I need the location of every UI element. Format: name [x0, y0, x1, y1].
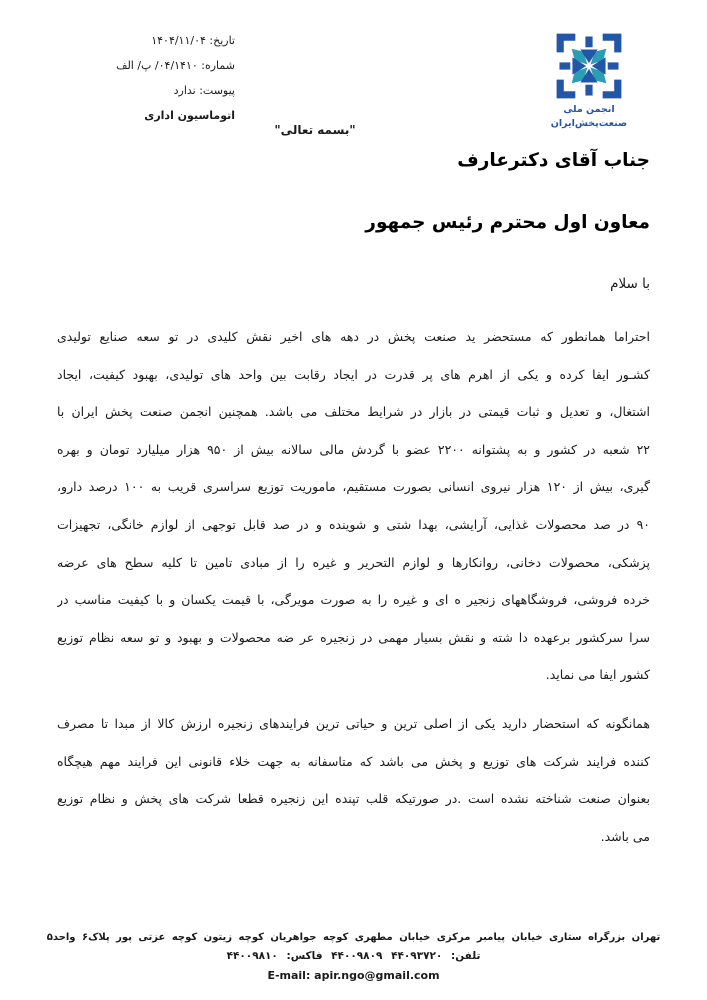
besmellah-text: "بسمه تعالی": [274, 123, 356, 137]
greeting-text: با سلام: [610, 276, 650, 292]
body-paragraph-1: [57, 318, 650, 694]
association-logo: [543, 30, 635, 129]
body-line: سرا سرکشور برعهده دا شته و نقش بسیار مهمی در زنجیره عر ضه محصولات و بهبود و تو سعه نظام توزیع: [57, 629, 650, 645]
body-line: ۹۰ در صد محصولات غذایی، آرایشی، بهدا شتی و شوینده و در صد قابل توجهی از لوازم خانگی، تجهیزات: [57, 516, 650, 532]
footer-phone-fax: تلفن: ۴۴۰۹۳۷۲۰ ۴۴۰۰۹۸۰۹ فاکس: ۴۴۰۰۹۸۱۰: [226, 950, 481, 962]
body-line: می باشد.: [600, 828, 650, 844]
body-line: اشتغال، و تعدیل و ثبات قیمتی در بازار در شرایط مختلف می باشد. همچنین انجمن صنعت پخش ایران با: [57, 404, 650, 420]
body-line: پزشکی، محصولات دخانی، روانکارها و لوازم التحریر و غیره را از مبادی تامین تا کلیه سطح های عرضه: [57, 554, 650, 570]
body-line: کننده فرایند شرکت های توزیع و پخش می باشد که متاسفانه به جهت خلاء قانونی این فرایند مهم هیچگاه: [57, 753, 650, 769]
body-line: ۲۲ شعبه در کشور و به پشتوانه ۲۲۰۰ عضو با گردش مالی سالانه بیش از ۹۵۰ هزار میلیارد تومان و بهره: [57, 441, 650, 457]
letter-attachment: پیوست: ندارد: [173, 84, 235, 97]
body-line: گیری، بیش از ۱۲۰ هزار نیروی انسانی بصورت مستقیم، ماموریت توزیع سراسری قریب به ۱۰۰ درصد دارو،: [57, 479, 650, 495]
recipient-subtitle: معاون اول محترم رئیس جمهور: [365, 212, 650, 233]
body-line: احتراما همانطور که مستحضر ید صنعت پخش در دهه های اخیر نقش کلیدی در تو سعه صنایع تولیدی: [57, 329, 650, 344]
letter-number: شماره: ۰۴/۱۴۱۰/ پ/ الف: [116, 59, 235, 72]
letter-meta-block: [57, 28, 235, 128]
logo-caption-line2: صنعت‌پخش‌ایران: [550, 117, 628, 129]
office-automation-label: اتوماسیون اداری: [144, 109, 235, 122]
body-line: کشور ایفا می نماید.: [545, 667, 650, 683]
body-line: کشـور ایفا کرده و یکی از اهرم های پر قدرت در ایجاد رقابت بین واحد های تولیدی، بهبود کیفیت، ایجاد: [57, 366, 650, 382]
footer-email: E-mail: apir.ngo@gmail.com: [267, 969, 440, 982]
body-paragraph-2: [57, 705, 650, 855]
footer-address: تهران بزرگراه ستاری خیابان پیامبر مرکزی خیابان مطهری کوچه جواهریان کوچه زیتون کوچه عزتی پور پلاک۶ واحد۵: [46, 932, 661, 943]
letterhead-footer: [40, 929, 667, 986]
logo-caption-line1: انجمن ملی: [563, 104, 615, 115]
recipient-title: جناب آقای دکترعارف: [457, 150, 650, 171]
letter-date: تاریخ: ۱۴۰۴/۱۱/۰۴: [151, 34, 235, 47]
body-line: بعنوان صنعت شناخته نشده است .در صورتیکه قلب تپنده این زنجیره قطعا شرکت های پخش و نظام توزیع: [57, 791, 650, 807]
body-line: همانگونه که استحضار دارید یکی از اصلی ترین و حیاتی ترین فرایندهای زنجیره ارزش کالا از مبدا تا مصرف: [57, 716, 650, 731]
association-logo-icon: [553, 30, 625, 102]
body-line: خرده فروشی، فروشگاههای زنجیر ه ای و غیره را به صورت مویرگی، با قیمت یکسان و با کیفیت مناسب در: [57, 592, 650, 608]
